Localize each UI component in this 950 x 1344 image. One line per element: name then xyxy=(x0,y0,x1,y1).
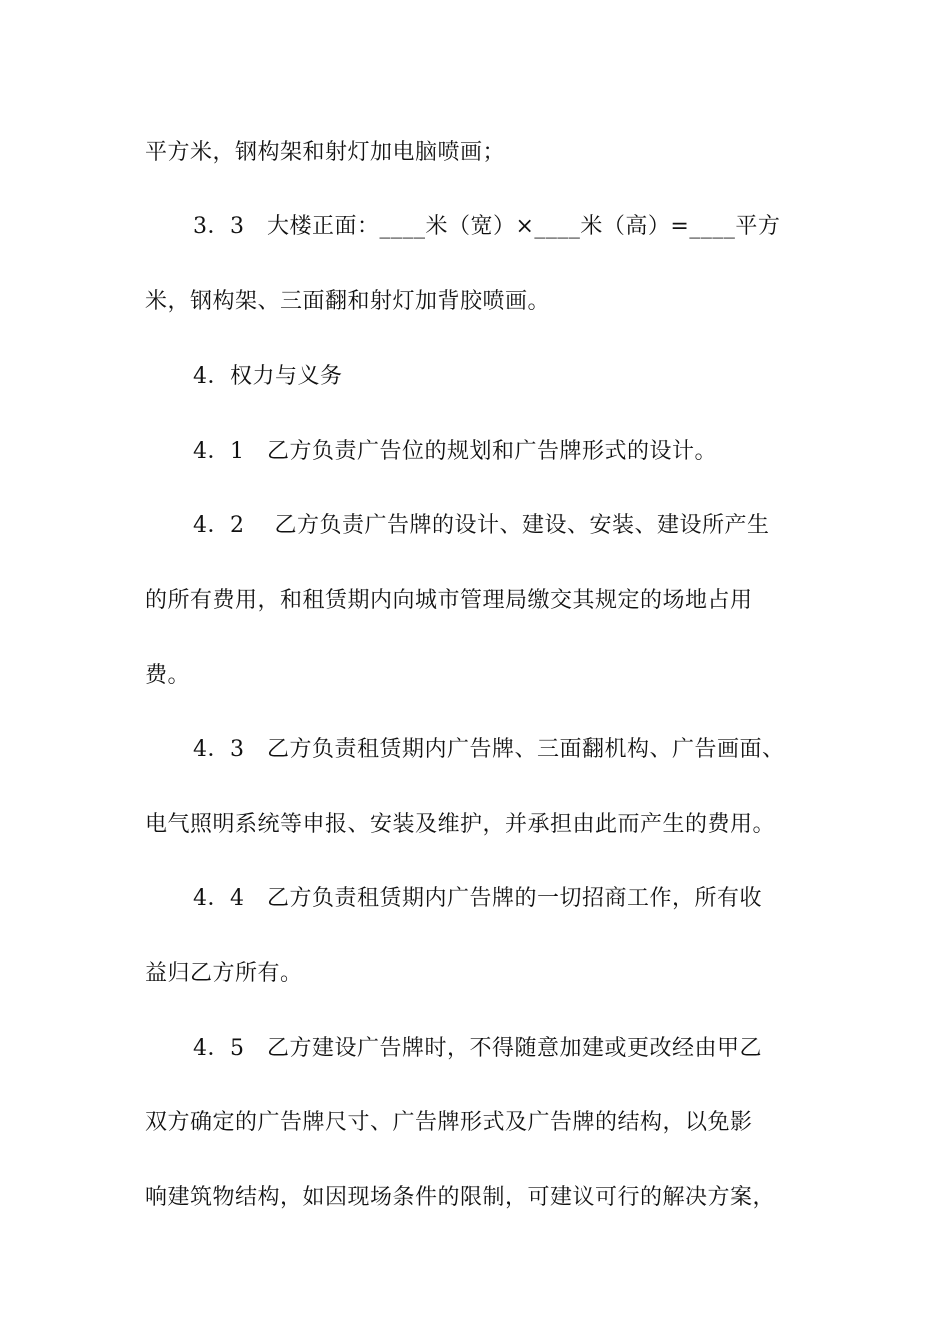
text-line-7: 的所有费用，和租赁期内向城市管理局缴交其规定的场地占用 xyxy=(145,588,753,613)
text-line-13: 4．5 乙方建设广告牌时，不得随意加建或更改经由甲乙 xyxy=(193,1036,762,1061)
text-line-12: 益归乙方所有。 xyxy=(145,961,303,986)
text-line-11: 4．4 乙方负责租赁期内广告牌的一切招商工作，所有收 xyxy=(193,886,762,911)
text-line-9: 4．3 乙方负责租赁期内广告牌、三面翻机构、广告画面、 xyxy=(193,737,785,762)
text-line-4: 4．权力与义务 xyxy=(193,364,343,389)
text-line-1: 平方米，钢构架和射灯加电脑喷画； xyxy=(145,140,506,165)
text-line-6: 4．2 乙方负责广告牌的设计、建设、安装、建设所产生 xyxy=(193,513,770,538)
text-line-3: 米，钢构架、三面翻和射灯加背胶喷画。 xyxy=(145,289,551,314)
text-line-10: 电气照明系统等申报、安装及维护，并承担由此而产生的费用。 xyxy=(145,812,776,837)
text-line-5: 4．1 乙方负责广告位的规划和广告牌形式的设计。 xyxy=(193,439,717,464)
text-line-14: 双方确定的广告牌尺寸、广告牌形式及广告牌的结构，以免影 xyxy=(145,1110,753,1135)
text-line-15: 响建筑物结构，如因现场条件的限制，可建议可行的解决方案， xyxy=(145,1185,776,1210)
text-line-8: 费。 xyxy=(145,663,191,688)
text-line-2: 3．3 大楼正面：____米（宽）×____米（高）=____平方 xyxy=(193,214,781,239)
